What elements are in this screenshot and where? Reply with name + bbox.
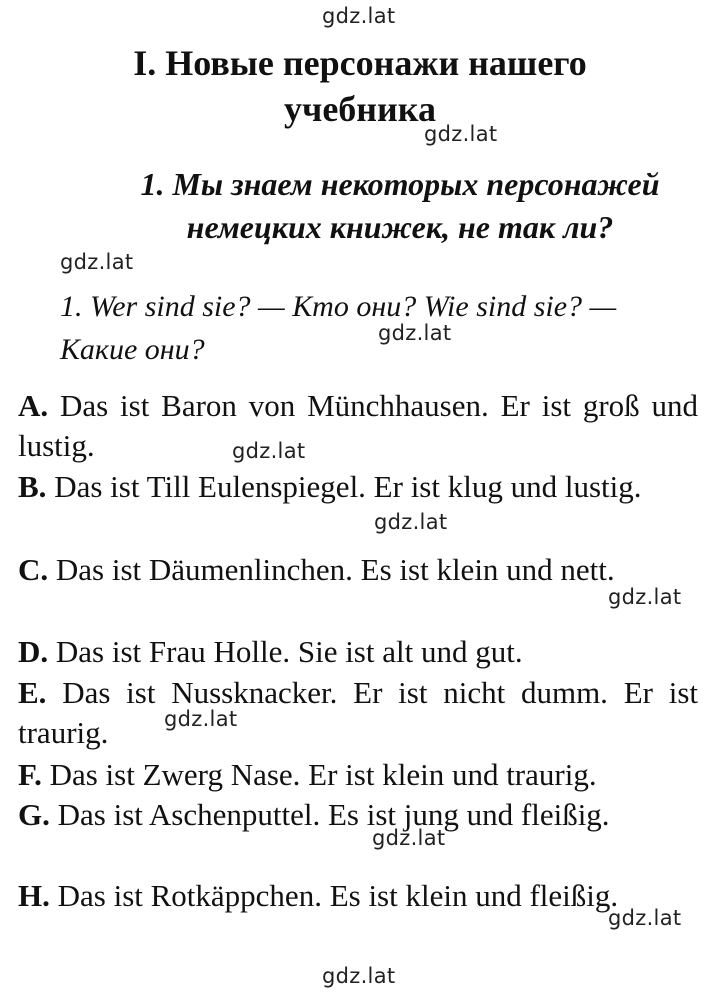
paragraph-letter: H. <box>18 878 50 913</box>
paragraph-c <box>18 550 698 590</box>
watermark: gdz.lat <box>322 4 396 28</box>
watermark: gdz.lat <box>322 964 396 988</box>
section-title <box>80 163 720 249</box>
watermark: gdz.lat <box>232 439 306 463</box>
chapter-title-line2: учебника <box>284 89 436 129</box>
task-line1: 1. Wer sind sie? — Кто они? Wie sind sie? — <box>60 290 617 323</box>
watermark: gdz.lat <box>60 250 134 274</box>
paragraph-letter: G. <box>18 797 50 832</box>
paragraph-letter: A. <box>18 388 49 423</box>
watermark: gdz.lat <box>608 906 682 930</box>
paragraph-text: Das ist Däumenlinchen. Es ist klein und nett. <box>55 552 615 587</box>
watermark: gdz.lat <box>424 122 498 146</box>
paragraph-text: Das ist Aschenputtel. Es ist jung und fleißig. <box>57 797 610 832</box>
section-title-line1: 1. Мы знаем некоторых персонажей <box>140 166 660 202</box>
paragraph-text: Das ist Baron von Münchhausen. Er ist groß und lustig. <box>18 388 698 463</box>
paragraph-b <box>18 467 698 507</box>
paragraph-text: Das ist Zwerg Nase. Er ist klein und traurig. <box>49 757 597 792</box>
paragraph-letter: B. <box>18 469 47 504</box>
watermark: gdz.lat <box>608 585 682 609</box>
paragraph-text: Das ist Rotkäppchen. Es ist klein und fleißig. <box>57 878 619 913</box>
watermark: gdz.lat <box>374 510 448 534</box>
task-line2: Какие они? <box>60 333 205 366</box>
section-title-line2: немецких книжек, не так ли? <box>186 209 614 245</box>
paragraph-f <box>18 755 698 795</box>
paragraph-h <box>18 876 698 916</box>
chapter-title <box>20 40 700 132</box>
watermark: gdz.lat <box>164 707 238 731</box>
paragraph-letter: E. <box>18 675 47 710</box>
chapter-title-line1: I. Новые персонажи нашего <box>133 43 587 83</box>
watermark: gdz.lat <box>378 321 452 345</box>
paragraph-letter: F. <box>18 757 42 792</box>
paragraph-e <box>18 673 698 753</box>
watermark: gdz.lat <box>372 826 446 850</box>
paragraph-g <box>18 795 698 835</box>
paragraph-text: Das ist Till Eulenspiegel. Er ist klug und lustig. <box>54 469 642 504</box>
paragraph-text: Das ist Frau Holle. Sie ist alt und gut. <box>55 634 523 669</box>
paragraph-text: Das ist Nussknacker. Er ist nicht dumm. Er ist traurig. <box>18 675 699 750</box>
paragraph-letter: C. <box>18 552 49 587</box>
paragraph-letter: D. <box>18 634 49 669</box>
paragraph-a <box>18 386 698 466</box>
paragraph-d <box>18 632 698 672</box>
